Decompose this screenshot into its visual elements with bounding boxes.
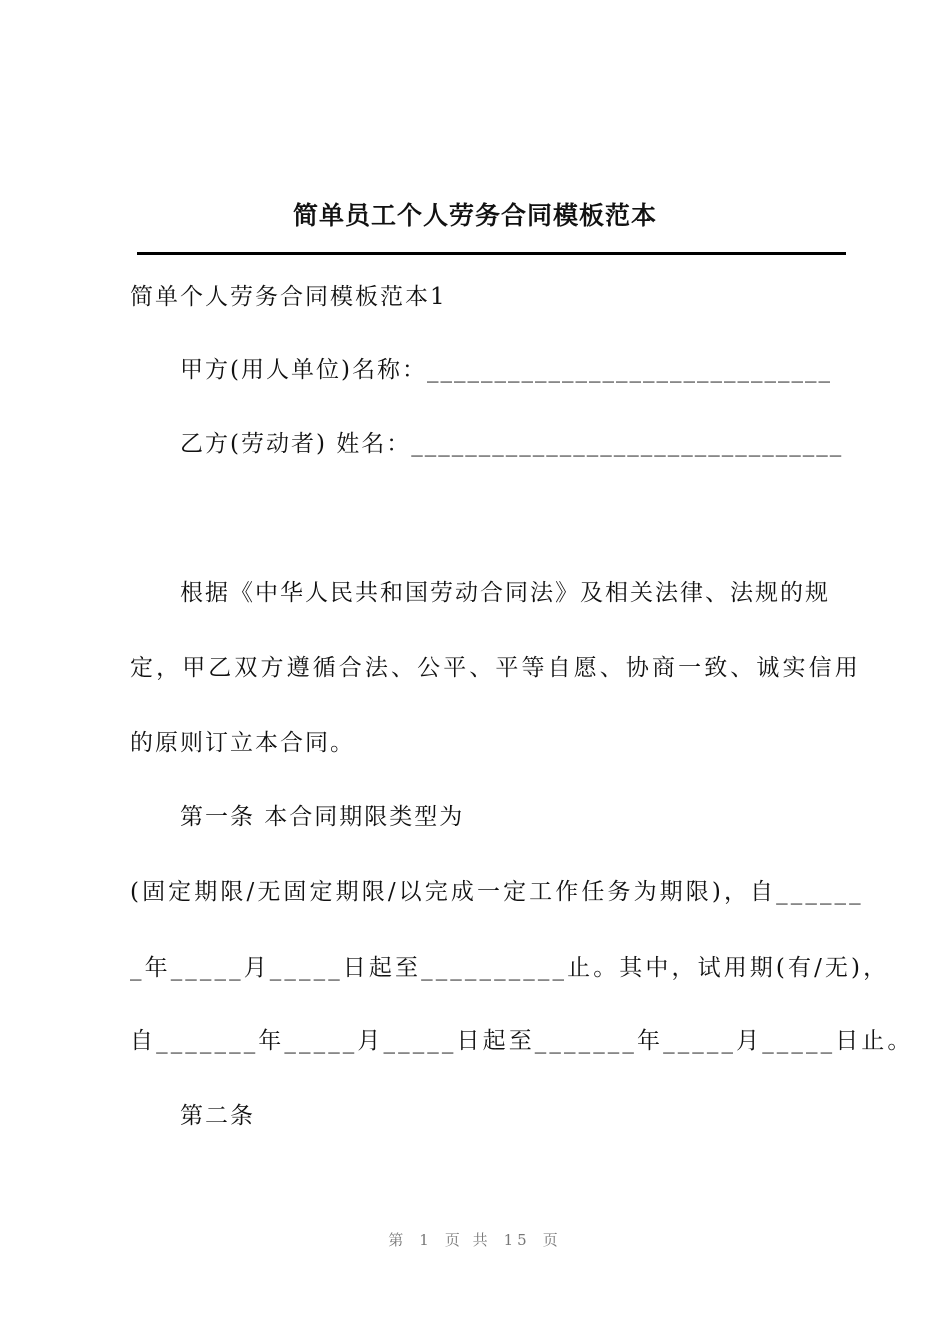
paragraph-line: 定，甲乙双方遵循合法、公平、平等自愿、协商一致、诚实信用 [130, 655, 861, 681]
page-number: 1 [419, 1231, 433, 1249]
page-footer [0, 1229, 950, 1250]
footer-middle: 页 共 [444, 1231, 492, 1249]
paragraph-line: 自_______年_____月_____日起至_______年_____月_____日止。 [130, 1028, 914, 1054]
paragraph-line: _年_____月_____日起至__________止。其中，试用期(有/无)， [130, 955, 890, 981]
footer-prefix: 第 [388, 1231, 408, 1249]
paragraph-line: 根据《中华人民共和国劳动合同法》及相关法律、法规的规 [180, 580, 830, 606]
footer-suffix: 页 [542, 1231, 562, 1249]
contract-heading: 简单个人劳务合同模板范本1 [130, 284, 447, 310]
page-total: 15 [503, 1231, 531, 1249]
paragraph-line: 的原则订立本合同。 [130, 730, 355, 756]
document-title: 简单员工个人劳务合同模板范本 [292, 201, 657, 230]
paragraph-line: (固定期限/无固定期限/以完成一定工作任务为期限)，自______ [130, 879, 864, 905]
party-a-line: 甲方(用人单位)名称：______________________________ [180, 357, 832, 383]
party-b-line: 乙方(劳动者) 姓名：________________________________ [180, 431, 844, 457]
article-2-heading: 第二条 [180, 1103, 255, 1129]
title-divider [137, 252, 846, 255]
article-1-heading: 第一条 本合同期限类型为 [180, 804, 465, 830]
